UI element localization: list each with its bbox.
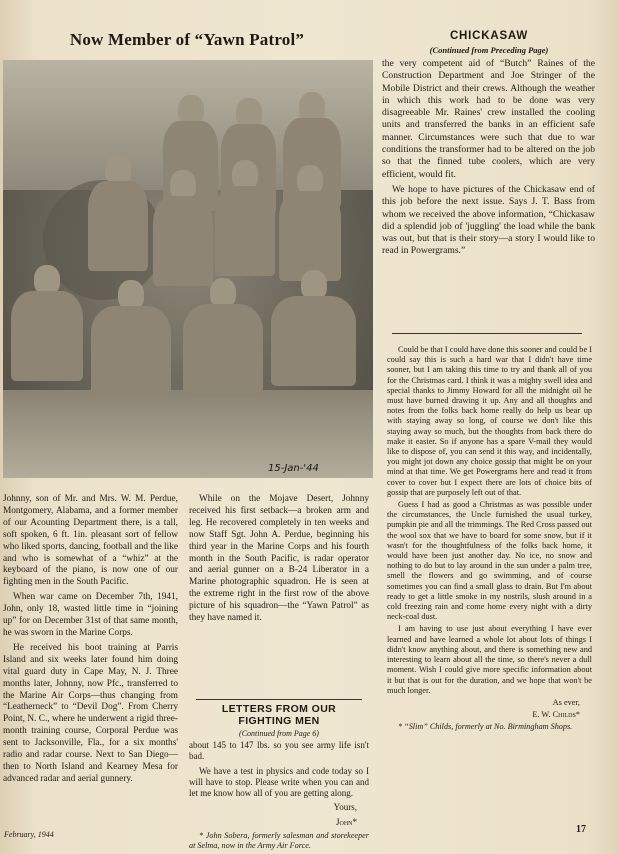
slim-paragraph: Could be that I could have done this sooner and could be I could say this is such a hard war that I didn't have time sooner, but I am taking this time to try and thank all of you for the Christmas card. I think it was a mighty swell idea and special thanks to Jimmy Howard for all the midnight oil he must have burned drawing it up. Any and all thoughts and notes from the folks back home really do help us bear up with staying away so long, of course we don't like this staying away so much, but the thoughts from back there do make it easier. So if anyone has a spare V-mail they would like to dispose of, you can send it this way, and incidentally, you might jot down any choice gossip that might be on your mind at that time. We get Powergrams here and read it from cover to cover but I expect there are lots of choice bits of gossip that are purposely left out of that. <box>387 345 592 497</box>
photo-person <box>91 280 171 420</box>
chickasaw-paragraph: the very competent aid of “Butch” Raines of the Construction Department and Joe Stringer of the Mobile District and their crews. Although the weather in which this work had to be done was very disagreeable Mr. Raines' crew installed the cooling units and transferred the banks in an efficient safe manner. Circumstances were such that due to war conditions the transformer had to be altered on the job so that the finned tube coolers, which are very efficient, would fit. <box>382 58 595 180</box>
photo-person <box>88 155 148 285</box>
letters-continued: (Continued from Page 6) <box>239 729 319 738</box>
letter-signature: John* <box>335 816 357 827</box>
slim-footnote: * “Slim” Childs, formerly at No. Birmingham Shops. <box>398 722 573 732</box>
chickasaw-column <box>382 58 595 261</box>
slim-closing: As ever, <box>552 697 580 707</box>
feature-column-2 <box>189 494 369 628</box>
slim-paragraph: I am having to use just about everything I have ever learned and have learned a whole lot about lots of things I didn't know anything about, and there is something new and interesting to learn about all the time, so there's never a dull moment. Wish I could give more specific information about it but that is out for the duration, and we hope that won't be much longer. <box>387 624 592 695</box>
feature-column-1 <box>3 494 178 789</box>
feature-headline: Now Member of “Yawn Patrol” <box>69 30 305 49</box>
feature-paragraph: While on the Mojave Desert, Johnny received his first setback—a broken arm and leg. He recovered completely in ten weeks and now Staff Sgt. John A. Perdue, beginning his third year in the Marine Corps and his fourth month in the South Pacific, is radar operator and aerial gunner on a B-24 Liberator in a Marine photographic squadron. He is seen at the extreme right in the first row of the above picture of his squadron—the “Yawn Patrol” as they have named it. <box>189 494 369 624</box>
photo-date-inscription: 15-Jan-'44 <box>268 463 319 474</box>
issue-date: February, 1944 <box>4 830 54 839</box>
slim-letter-column <box>387 345 592 734</box>
divider <box>392 333 582 334</box>
letters-title: LETTERS FROM OUR FIGHTING MEN <box>221 703 337 727</box>
divider <box>196 699 362 700</box>
page-number: 17 <box>576 824 586 835</box>
photo-person <box>11 265 83 405</box>
letter-paragraph: We have a test in physics and code today so I will have to stop. Please write when you can and let me know how all of you are getting along. <box>189 765 369 799</box>
letters-heading <box>204 703 354 740</box>
chickasaw-paragraph: We hope to have pictures of the Chickasaw end of this job before the next issue. Says J. T. Bass from whom we received the above information, “Chickasaw did a splendid job of 'juggling' the load while the bank was out, but that is their story—a story I would like to read in Powergrams.” <box>382 183 595 257</box>
photo-person <box>271 270 356 410</box>
letters-column <box>189 740 369 854</box>
slim-signature: E. W. Childs* <box>532 710 580 720</box>
squadron-photo <box>3 60 373 478</box>
chickasaw-heading: CHICKASAW <box>449 30 529 42</box>
feature-paragraph: He received his boot training at Parris Island and six weeks later found him doing vital guard duty in Cape May, N. J. Three months later, Johnny, now Pfc., transferred to the Marine Air Corps—thus changing from “Leatherneck” to “Devil Dog”. From Cherry Point, N. C., where he underwent a rigid three-month training course, Corporal Perdue was sent to Jacksonville, Fla., for a six months' radio and radar course. Next to San Diego—then to North Island and Kearney Mesa for advanced radar and aerial gunnery. <box>3 642 178 784</box>
chickasaw-continued: (Continued from Preceding Page) <box>429 45 549 55</box>
letter-footnote: * John Sobera, formerly salesman and storekeeper at Selma, now in the Army Air Force. <box>189 831 369 851</box>
photo-person <box>215 160 275 290</box>
letter-closing: Yours, <box>333 802 357 813</box>
letter-paragraph: about 145 to 147 lbs. so you see army life isn't bad. <box>189 740 369 762</box>
slim-paragraph: Guess I had as good a Christmas as was possible under the circumstances, the Uncle furnished the usual turkey, pumpkin pie and all the trimmings. The Red Cross passed out the wool sox that we have to board for some snow, but if it wasn't for the thoughtfulness of the folks back home, it would have been just another day. No ice, no snow and nothing to do but to lay around in the sun under a palm tree, smell the flowers and go swimming, and of course sometimes you can find a small glass to drain. But I'm about ready to get a little smoke in my nostrils, slush around in a cold freezing rain and come home every night with a dirty neck-coal dust. <box>387 500 592 622</box>
feature-paragraph: When war came on December 7th, 1941, John, only 18, wasted little time in “joining up” for on December 31st of that same month, he was sworn in the Marine Corps. <box>3 592 178 638</box>
feature-paragraph: Johnny, son of Mr. and Mrs. W. M. Perdue, Montgomery, Alabama, and a former member of our Acounting Department there, is a tall, soft spoken, 6 ft. 1in. pleasant sort of fellow who liked sports, dancing, football and the like and who is somewhat of a “whiz” at the keyboard of the piano, is now one of our fighting men in the South Pacific. <box>3 494 178 588</box>
photo-person <box>183 278 263 418</box>
